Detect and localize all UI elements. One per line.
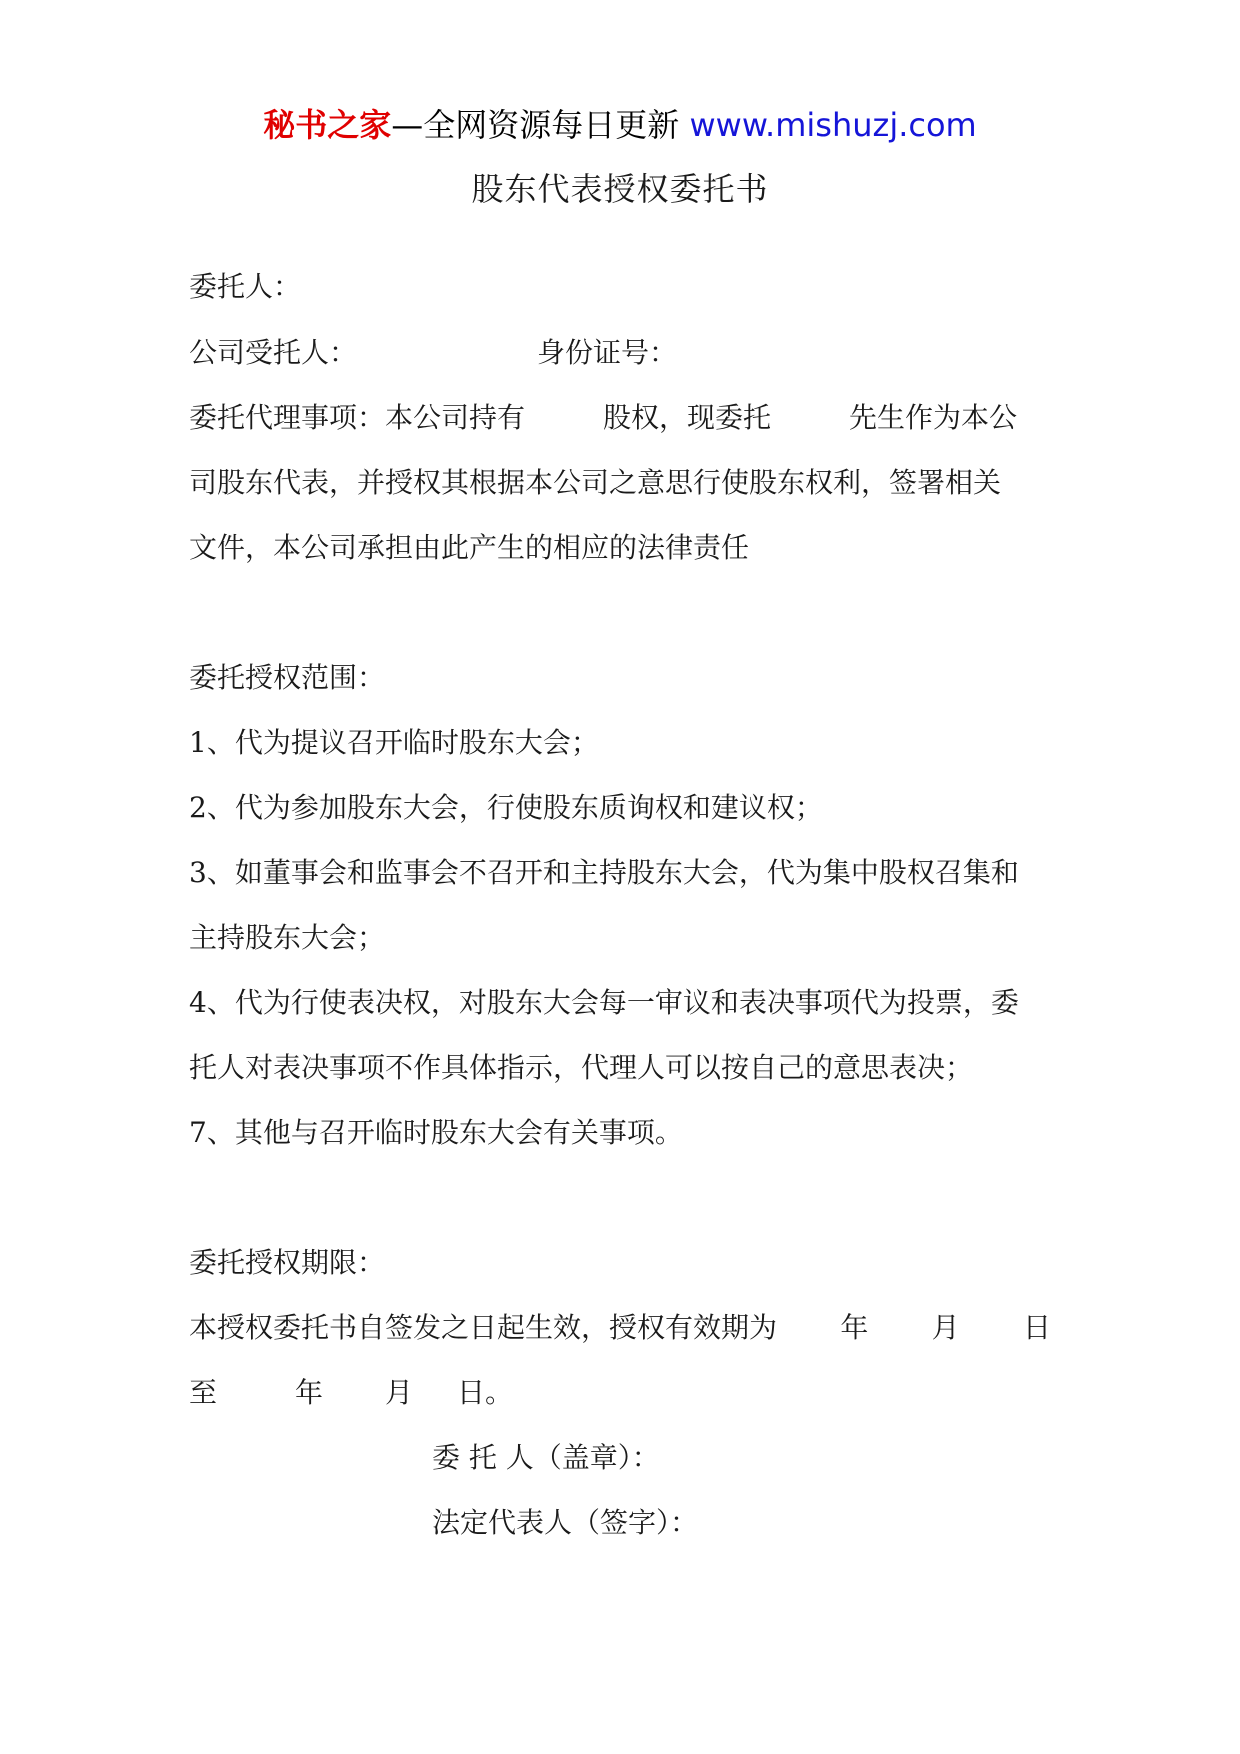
term-line-1 <box>189 1306 1051 1350</box>
banner-brand: 秘书之家 <box>263 106 392 144</box>
scope-item-7: 7、其他与召开临时股东大会有关事项。 <box>189 1116 683 1149</box>
term-to: 至 <box>189 1376 218 1409</box>
scope-item-3-line-2: 主持股东大会； <box>189 921 386 954</box>
company-agent-row <box>189 331 677 375</box>
document-title: 股东代表授权委托书 <box>471 170 769 208</box>
legal-rep-signature-line: 法定代表人（签字）： <box>432 1506 699 1539</box>
matters-line-1b: 股权，现委托 <box>603 401 772 434</box>
term-heading: 委托授权期限： <box>189 1246 386 1279</box>
term-year-start: 年 <box>840 1311 869 1344</box>
term-year-end: 年 <box>295 1376 324 1409</box>
banner-url-link[interactable]: www.mishuzj.com <box>689 106 977 144</box>
matters-line-3: 文件，本公司承担由此产生的相应的法律责任 <box>189 531 750 564</box>
scope-heading: 委托授权范围： <box>189 661 386 694</box>
scope-item-2: 2、代为参加股东大会，行使股东质询权和建议权； <box>189 791 823 824</box>
principal-field-label: 委托人： <box>189 270 302 303</box>
matters-line-2: 司股东代表，并授权其根据本公司之意思行使股东权利，签署相关 <box>189 466 1002 499</box>
company-agent-label: 公司受托人： <box>189 336 358 369</box>
principal-seal-line: 委 托 人（盖章）： <box>432 1441 660 1474</box>
term-day-start: 日 <box>1022 1311 1051 1344</box>
term-month-end: 月 <box>385 1376 414 1409</box>
matters-line-1c: 先生作为本公 <box>849 401 1018 434</box>
scope-item-4-line-1: 4、代为行使表决权，对股东大会每一审议和表决事项代为投票，委 <box>189 986 1019 1019</box>
term-line-2 <box>189 1371 513 1415</box>
term-line-1-text: 本授权委托书自签发之日起生效，授权有效期为 <box>189 1311 778 1344</box>
scope-item-3-line-1: 3、如董事会和监事会不召开和主持股东大会，代为集中股权召集和 <box>189 856 1019 889</box>
scope-item-4-line-2: 托人对表决事项不作具体指示，代理人可以按自己的意思表决； <box>189 1051 974 1084</box>
scope-item-1: 1、代为提议召开临时股东大会； <box>189 726 599 759</box>
term-day-end: 日。 <box>457 1376 514 1409</box>
matters-line-1a: 委托代理事项：本公司持有 <box>189 401 526 434</box>
site-banner <box>0 100 1240 150</box>
id-number-label: 身份证号： <box>537 336 678 369</box>
term-month-start: 月 <box>931 1311 960 1344</box>
banner-tagline: —全网资源每日更新 <box>391 106 680 144</box>
matters-line-1 <box>189 396 1017 440</box>
